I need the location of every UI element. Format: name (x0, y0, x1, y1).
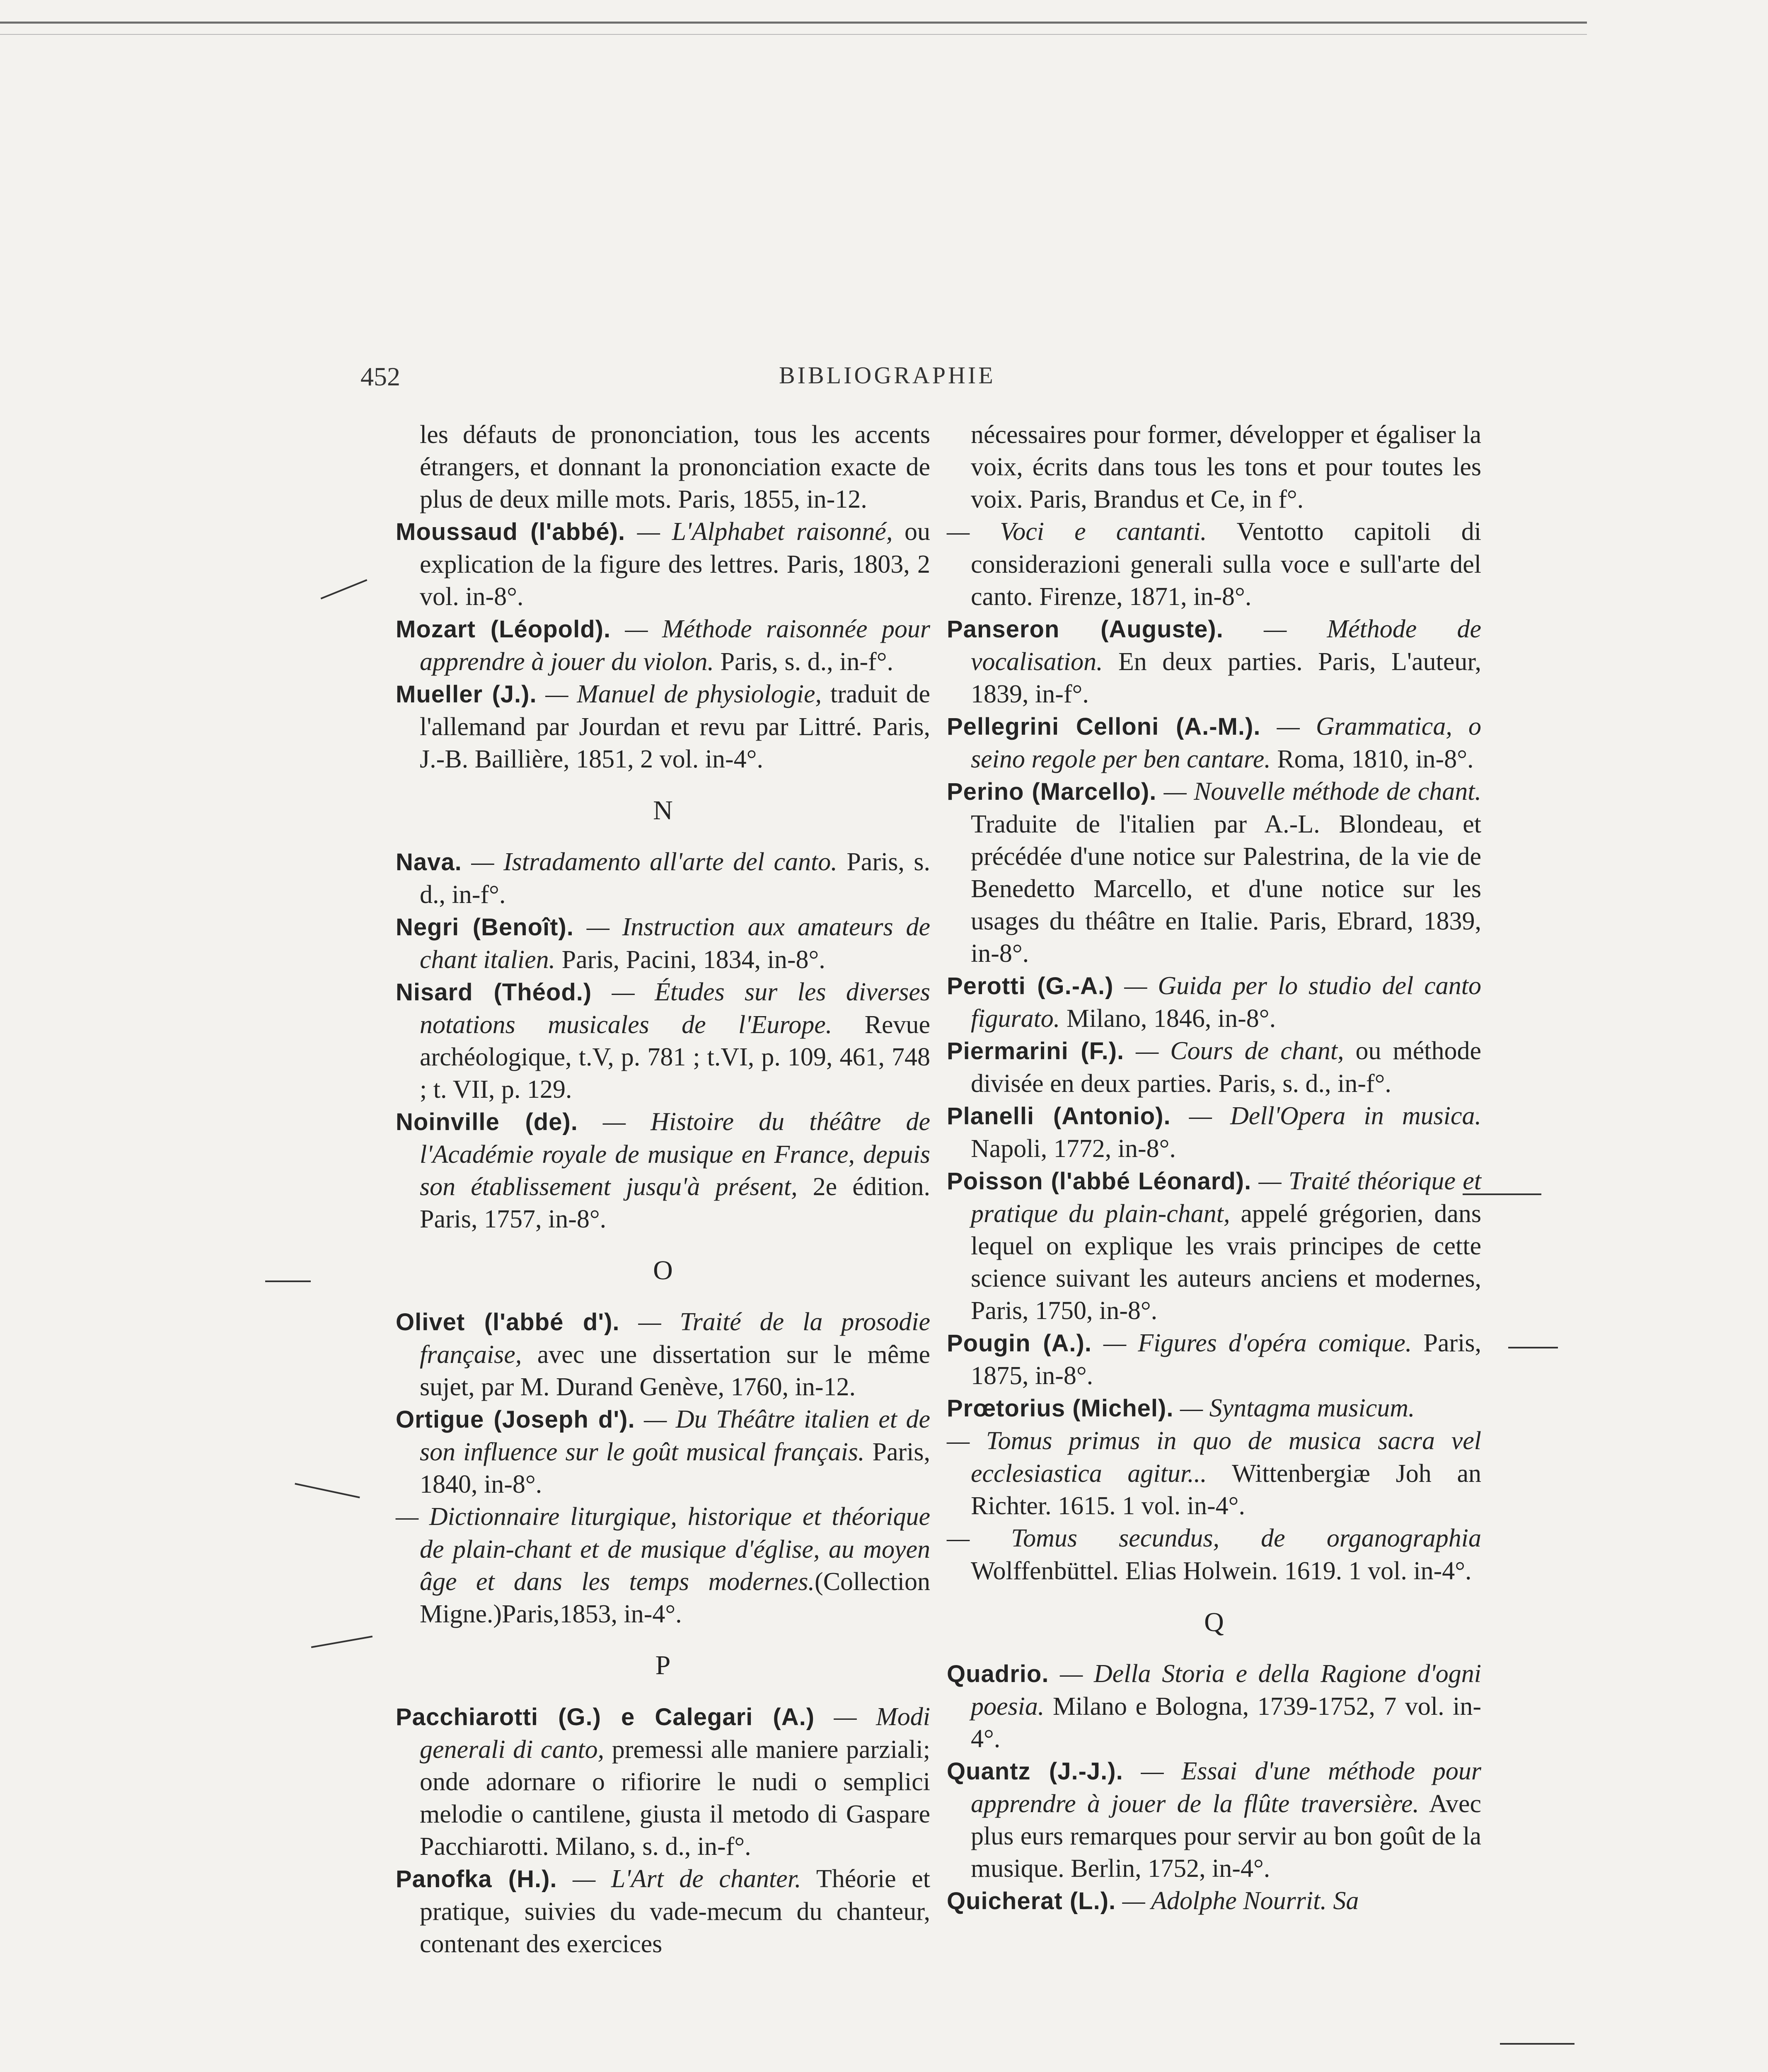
section-letter: O (653, 1255, 673, 1285)
list-item: — Dictionnaire liturgique, historique et théorique de plain-chant et de musique d'église, au moyen âge et dans les temps modernes.(Collection Migne.)Paris,1853, in-4°. (396, 1503, 930, 1628)
list-item: Pougin (A.). — Figures d'opéra comique. Paris, 1875, in-8°. (947, 1329, 1481, 1390)
section-letter: Q (1204, 1607, 1224, 1637)
list-item: nécessaires pour former, développer et égaliser la voix, écrits dans tous les tons et pour toutes les voix. Paris, Brandus et Ce, in f°. (971, 421, 1481, 513)
list-item: les défauts de prononciation, tous les accents étrangers, et donnant la prononciation exacte de plus de deux mille mots. Paris, 1855, in-12. (420, 421, 930, 513)
top-rule (0, 22, 1587, 24)
list-item: — Tomus secundus, de organographia Wolffenbüttel. Elias Holwein. 1619. 1 vol. in-4°. (947, 1524, 1481, 1585)
list-item: Quantz (J.-J.). — Essai d'une méthode pour apprendre à jouer de la flûte traversière. Avec plus eurs remarques pour servir au bon goût de la musique. Berlin, 1752, in-4°. (947, 1757, 1481, 1883)
margin-mark (321, 579, 368, 600)
list-item: Planelli (Antonio). — Dell'Opera in musica. Napoli, 1772, in-8°. (947, 1102, 1481, 1163)
list-item: Panofka (H.). — L'Art de chanter. Théorie et pratique, suivies du vade-mecum du chanteur, contenant des exercices (396, 1865, 931, 1958)
list-item: Nisard (Théod.) — Études sur les diverses notations musicales de l'Europe. Revue archéologique, t.V, p. 781 ; t.VI, p. 109, 461, 748 ; t. VII, p. 129. (396, 978, 931, 1104)
list-item: Negri (Benoît). — Instruction aux amateurs de chant italien. Paris, Pacini, 1834, in-8°. (396, 913, 931, 974)
list-item: — Voci e cantanti. Ventotto capitoli di considerazioni generali sulla voce e sull'arte del canto. Firenze, 1871, in-8°. (947, 518, 1481, 611)
list-item: Olivet (l'abbé d'). — Traité de la prosodie française, avec une dissertation sur le même sujet, par M. Durand Genève, 1760, in-12. (396, 1308, 931, 1401)
list-item: Perino (Marcello). — Nouvelle méthode de chant. Traduite de l'italien par A.-L. Blondeau, et précédée d'une notice sur Palestrina, de la vie de Benedetto Marcello, et d'une notice sur les usages du théâtre en Italie. Paris, Ebrard, 1839, in-8°. (947, 777, 1481, 968)
list-item: Quicherat (L.). — Adolphe Nourrit. Sa (947, 1887, 1359, 1915)
list-item: Mozart (Léopold). — Méthode raisonnée pour apprendre à jouer du violon. Paris, s. d., in-f°. (396, 615, 930, 676)
margin-mark (265, 1280, 311, 1282)
list-item: Panseron (Auguste). — Méthode de vocalisation. En deux parties. Paris, L'auteur, 1839, in-f°. (947, 615, 1482, 708)
margin-mark (1508, 1347, 1558, 1348)
list-item: Moussaud (l'abbé). — L'Alphabet raisonné, ou explication de la figure des lettres. Paris, 1803, 2 vol. in-8°. (396, 518, 930, 611)
section-letter: P (655, 1650, 671, 1680)
list-item: Pacchiarotti (G.) e Calegari (A.) — Modi generali di canto, premessi alle maniere parziali; onde adornare o rifiorire le nudi o semplici melodie o cantilene, giusta il metodo di Gaspare Pacchiarotti. Milano, s. d., in-f°. (396, 1703, 931, 1861)
list-item: — Tomus primus in quo de musica sacra vel ecclesiastica agitur... Wittenbergiæ Joh an Richter. 1615. 1 vol. in-4°. (947, 1427, 1481, 1520)
list-item: Prœtorius (Michel). — Syntagma musicum. (947, 1394, 1415, 1422)
list-item: Pellegrini Celloni (A.-M.). — Grammatica, o seino regole per ben cantare. Roma, 1810, in-8°. (947, 712, 1481, 773)
running-head: BIBLIOGRAPHIE (779, 362, 996, 389)
list-item: Mueller (J.). — Manuel de physiologie, traduit de l'allemand par Jourdan et revu par Littré. Paris, J.-B. Baillière, 1851, 2 vol. in-4°. (396, 680, 930, 773)
list-item: Noinville (de). — Histoire du théâtre de l'Académie royale de musique en France, depuis son établissement jusqu'à présent, 2e édition. Paris, 1757, in-8°. (396, 1108, 931, 1233)
page-number: 452 (360, 362, 400, 391)
right-column (947, 419, 1481, 1917)
list-item: Nava. — Istradamento all'arte del canto. Paris, s. d., in-f°. (396, 848, 930, 909)
margin-mark (1500, 2043, 1575, 2045)
top-rule-faint (0, 34, 1587, 35)
left-column (396, 419, 930, 1960)
section-letter: N (653, 795, 673, 825)
list-item: Perotti (G.-A.) — Guida per lo studio del canto figurato. Milano, 1846, in-8°. (947, 972, 1481, 1033)
list-item: Piermarini (F.). — Cours de chant, ou méthode divisée en deux parties. Paris, s. d., in-f°. (947, 1037, 1482, 1098)
list-item: Poisson (l'abbé Léonard). — Traité théorique et pratique du plain-chant, appelé grégorien, dans lequel on explique les vrais principes de cette science suivant les auteurs anciens et modernes, Paris, 1750, in-8°. (947, 1167, 1481, 1325)
list-item: Ortigue (Joseph d'). — Du Théâtre italien et de son influence sur le goût musical français. Paris, 1840, in-8°. (396, 1405, 930, 1498)
list-item: Quadrio. — Della Storia e della Ragione d'ogni poesia. Milano e Bologna, 1739-1752, 7 vol. in-4°. (947, 1660, 1481, 1753)
margin-mark (311, 1636, 372, 1648)
margin-mark (295, 1483, 360, 1498)
